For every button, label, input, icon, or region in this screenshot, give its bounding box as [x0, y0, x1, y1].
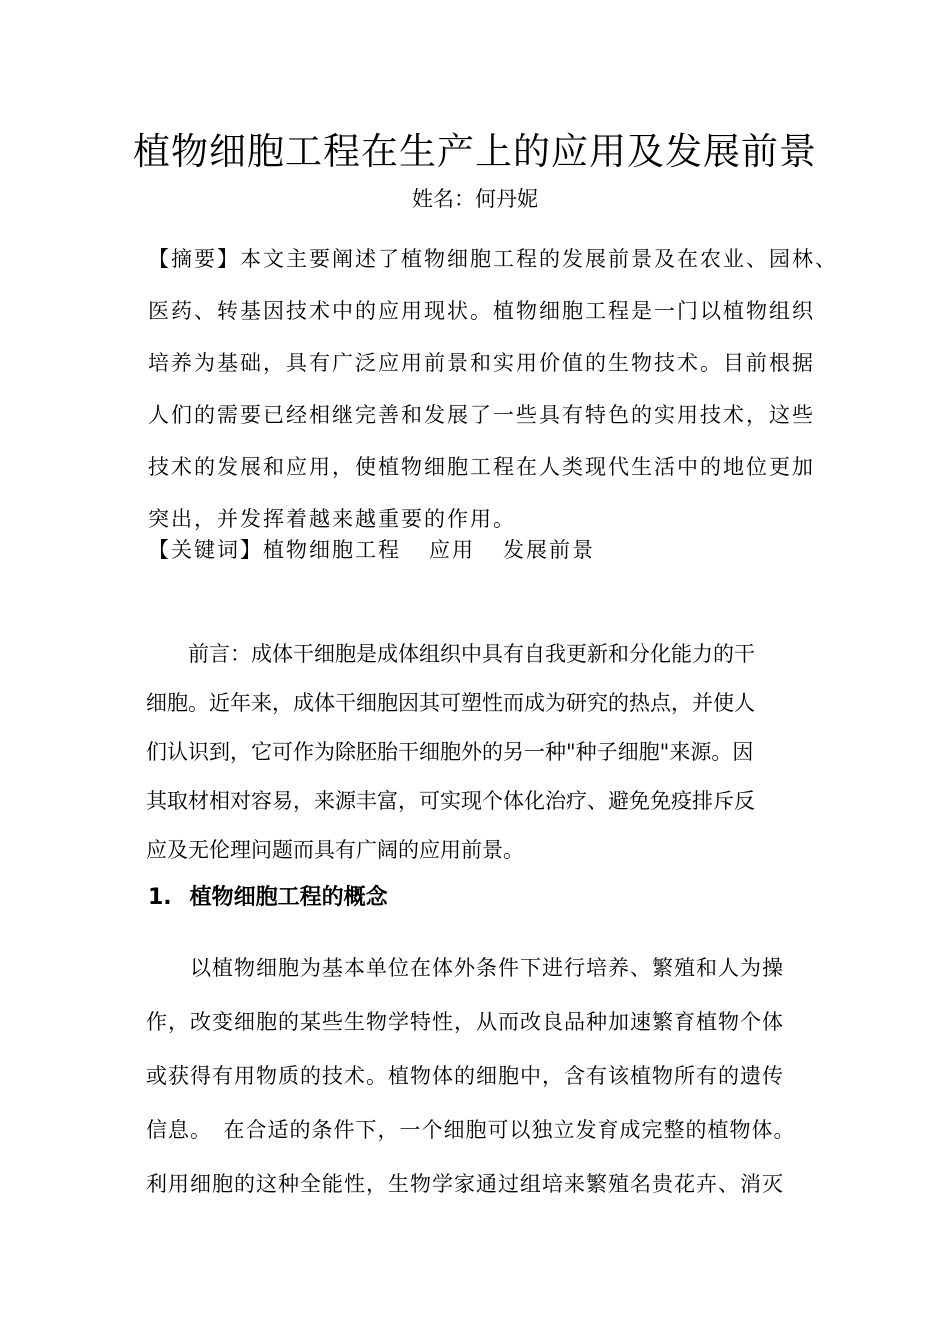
- intro-line: 们认识到，它可作为除胚胎干细胞外的另一种"种子细胞"来源。因: [146, 740, 754, 764]
- intro-paragraph: [146, 630, 826, 875]
- abstract-line: 技术的发展和应用，使植物细胞工程在人类现代生活中的地位更加: [148, 455, 815, 479]
- keyword: 发展前景: [503, 538, 595, 562]
- section-line: 以植物细胞为基本单位在体外条件下进行培养、繁殖和人为操: [146, 956, 784, 980]
- section-line: 利用细胞的这种全能性，生物学家通过组培来繁殖名贵花卉、消灭: [146, 1172, 784, 1196]
- keywords-label: 【关键词】: [148, 538, 263, 562]
- intro-line: 应及无伦理问题而具有广阔的应用前景。: [146, 838, 524, 862]
- keywords-line: [148, 532, 623, 568]
- keyword: 植物细胞工程: [263, 538, 401, 562]
- section-line: 信息。 在合适的条件下，一个细胞可以独立发育成完整的植物体。: [146, 1118, 796, 1142]
- intro-line: 其取材相对容易，来源丰富，可实现个体化治疗、避免免疫排斥反: [146, 789, 755, 813]
- section-line: 或获得有用物质的技术。植物体的细胞中，含有该植物所有的遗传: [146, 1064, 784, 1088]
- section-line: 作，改变细胞的某些生物学特性，从而改良品种加速繁育植物个体: [146, 1010, 784, 1034]
- section-title: 植物细胞工程的概念: [189, 885, 388, 910]
- abstract-line: 医药、转基因技术中的应用现状。植物细胞工程是一门以植物组织: [148, 299, 815, 323]
- section-paragraph: [146, 941, 826, 1211]
- section-heading: [148, 880, 388, 916]
- keyword: 应用: [429, 538, 475, 562]
- intro-line: 细胞。近年来，成体干细胞因其可塑性而成为研究的热点，并使人: [146, 691, 755, 715]
- abstract-line: 培养为基础，具有广泛应用前景和实用价值的生物技术。目前根据: [148, 351, 815, 375]
- abstract-line: 【摘要】本文主要阐述了植物细胞工程的发展前景及在农业、园林、: [148, 247, 838, 271]
- document-title: 植物细胞工程在生产上的应用及发展前景: [133, 130, 817, 173]
- abstract-line: 突出，并发挥着越来越重要的作用。: [148, 507, 516, 531]
- abstract-block: [148, 233, 838, 545]
- intro-line: 前言：成体干细胞是成体组织中具有自我更新和分化能力的干: [146, 642, 755, 666]
- author-line: 姓名：何丹妮: [412, 187, 538, 211]
- abstract-line: 人们的需要已经相继完善和发展了一些具有特色的实用技术，这些: [148, 403, 815, 427]
- section-number: 1.: [148, 885, 172, 910]
